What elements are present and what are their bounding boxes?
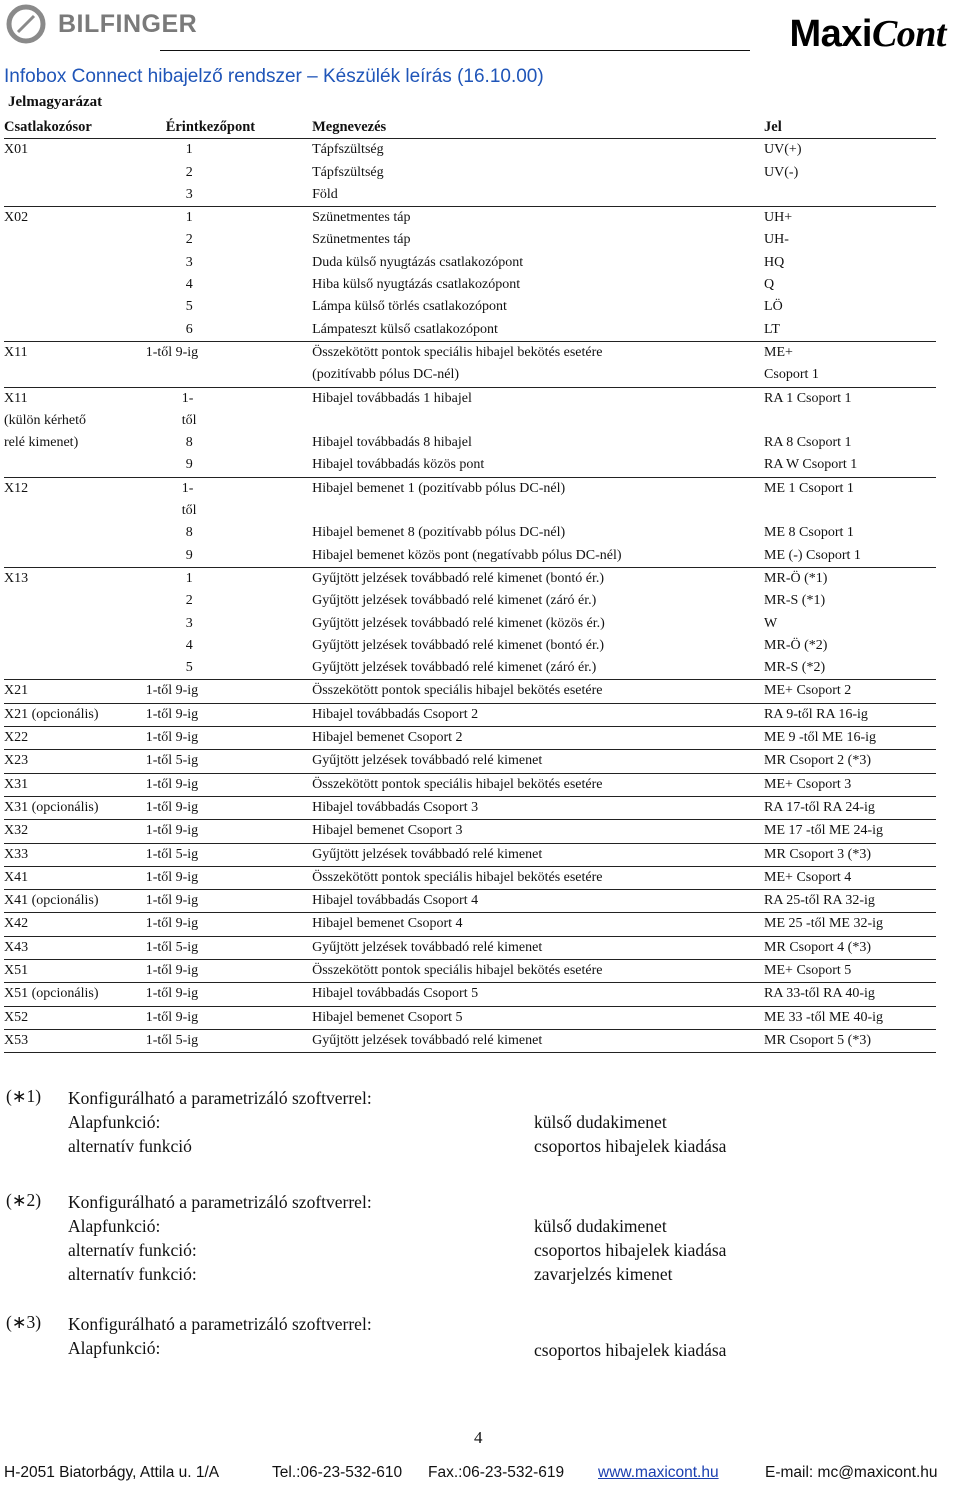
cell-connector xyxy=(4,162,146,184)
cell-description: Hibajel bemenet Csoport 3 xyxy=(312,820,764,843)
cell-description: Tápfszültség xyxy=(312,142,384,158)
cell-signal: MR Csoport 5 (*3) xyxy=(764,1029,936,1052)
cell-description: Gyűjtött jelzések továbbadó relé kimenet xyxy=(312,750,764,773)
cell-contact xyxy=(146,364,312,387)
cell-description: Hibajel továbbadás Csoport 2 xyxy=(312,703,764,726)
cell-connector xyxy=(4,252,146,274)
footer-phone: Tel.:06-23-532-610 xyxy=(272,1464,403,1481)
table-row xyxy=(4,229,936,251)
cell-connector: X31 (opcionális) xyxy=(4,796,146,819)
cell-signal xyxy=(764,410,936,432)
footer-fax: Fax.:06-23-532-619 xyxy=(428,1464,565,1481)
table-row xyxy=(4,162,936,184)
cell-connector xyxy=(4,454,146,477)
cell-contact: 3 xyxy=(185,615,193,631)
cell-description: Összekötött pontok speciális hibajel bekötés esetére xyxy=(312,773,764,796)
cell-contact: 1- xyxy=(181,480,194,496)
table-header-row xyxy=(4,116,936,139)
cell-signal: ME+ xyxy=(764,344,793,360)
cell-contact: 1-től 5-ig xyxy=(146,936,312,959)
cell-connector: X51 xyxy=(4,959,146,982)
table-row xyxy=(4,936,936,959)
cell-signal: Q xyxy=(764,277,775,293)
cell-connector xyxy=(4,635,146,657)
cell-connector: X41 xyxy=(4,866,146,889)
cell-description: Hibajel továbbadás Csoport 5 xyxy=(312,983,764,1006)
table-row xyxy=(4,477,936,500)
footnote-label: Konfigurálható a parametrizáló szoftverrel: xyxy=(68,1314,372,1334)
cell-description: Összekötött pontok speciális hibajel bekötés esetére xyxy=(312,959,764,982)
table-row xyxy=(4,890,936,913)
table-row xyxy=(4,657,936,680)
table-row xyxy=(4,680,936,703)
table-row xyxy=(4,773,936,796)
footnote-label: alternatív funkció: xyxy=(68,1264,197,1284)
cell-connector: X23 xyxy=(4,750,146,773)
cell-connector xyxy=(4,274,146,296)
cell-connector: X41 (opcionális) xyxy=(4,890,146,913)
cell-connector: X51 (opcionális) xyxy=(4,983,146,1006)
cell-contact: 1-től 9-ig xyxy=(146,680,312,703)
table-row xyxy=(4,432,936,454)
cell-description: Gyűjtött jelzések továbbadó relé kimenet (közös ér.) xyxy=(312,615,605,631)
cell-contact: 1 xyxy=(185,142,193,158)
cell-connector: X13 xyxy=(4,570,29,586)
table-row xyxy=(4,522,936,544)
cell-signal: ME+ Csoport 5 xyxy=(764,959,936,982)
cell-contact: 1-től 9-ig xyxy=(146,820,312,843)
table-row xyxy=(4,635,936,657)
cell-connector: X32 xyxy=(4,820,146,843)
cell-description: Lámpateszt külső csatlakozópont xyxy=(312,319,764,342)
cell-description: Gyűjtött jelzések továbbadó relé kimenet xyxy=(312,936,764,959)
header-connector: Csatlakozósor xyxy=(4,116,146,139)
footer-address: H-2051 Biatorbágy, Attila u. 1/A xyxy=(4,1464,220,1481)
table-row xyxy=(4,843,936,866)
cell-signal: ME+ Csoport 2 xyxy=(764,680,936,703)
cell-connector: X11 xyxy=(4,390,28,406)
cell-signal: MR Csoport 4 (*3) xyxy=(764,936,936,959)
cell-description: Hibajel bemenet 8 (pozitívabb pólus DC-nél) xyxy=(312,525,566,541)
table-row xyxy=(4,184,936,207)
footnote-mark: (∗1) xyxy=(6,1086,42,1106)
cell-description: Összekötött pontok speciális hibajel bekötés esetére xyxy=(312,866,764,889)
table-row xyxy=(4,252,936,274)
cell-connector: X21 xyxy=(4,680,146,703)
cell-description: Tápfszültség xyxy=(312,164,384,180)
cell-connector xyxy=(4,500,146,522)
cell-contact: 1- xyxy=(181,390,194,406)
cell-connector: X12 xyxy=(4,480,29,496)
footnote-label: Alapfunkció: xyxy=(68,1112,161,1132)
cell-description: Hibajel továbbadás Csoport 3 xyxy=(312,796,764,819)
cell-description: Összekötött pontok speciális hibajel bekötés esetére xyxy=(312,680,764,703)
cell-description: Hibajel bemenet közös pont (negatívabb pólus DC-nél) xyxy=(312,545,764,568)
cell-connector xyxy=(4,590,146,612)
table-row xyxy=(4,913,936,936)
cell-description: Hibajel továbbadás 1 hibajel xyxy=(312,390,472,406)
cell-contact: 8 xyxy=(185,435,193,451)
table-row xyxy=(4,545,936,568)
cell-contact: 1-től 9-ig xyxy=(145,344,199,360)
cell-signal: MR-Ö (*1) xyxy=(764,570,828,586)
cell-connector xyxy=(4,522,146,544)
legend-title: Jelmagyarázat xyxy=(8,94,103,110)
cell-contact: 1-től 9-ig xyxy=(146,983,312,1006)
cell-signal: RA 1 Csoport 1 xyxy=(764,390,852,406)
cell-contact: 5 xyxy=(146,657,312,680)
cell-description xyxy=(312,410,764,432)
footnote-label: Alapfunkció: xyxy=(68,1338,161,1358)
cell-signal: MR Csoport 2 (*3) xyxy=(764,750,936,773)
cell-connector: X42 xyxy=(4,913,146,936)
cell-connector: X22 xyxy=(4,727,146,750)
footnote-label: Alapfunkció: xyxy=(68,1216,161,1236)
header-signal: Jel xyxy=(764,116,936,139)
table-row xyxy=(4,364,936,387)
table-row xyxy=(4,500,936,522)
cell-description: Szünetmentes táp xyxy=(312,232,411,248)
cell-signal xyxy=(764,500,936,522)
cell-signal: UH- xyxy=(764,232,789,248)
cell-connector: X01 xyxy=(4,142,29,158)
cell-contact: 1-től 9-ig xyxy=(146,913,312,936)
cell-description: Hibajel továbbadás közös pont xyxy=(312,454,764,477)
footnote-value: külső dudakimenet xyxy=(534,1112,667,1132)
cell-signal: UV(-) xyxy=(764,164,799,180)
cell-connector: (külön kérhető xyxy=(4,412,87,428)
cell-signal: MR Csoport 3 (*3) xyxy=(764,843,936,866)
table-row xyxy=(4,341,936,364)
cell-description: (pozitívabb pólus DC-nél) xyxy=(312,364,764,387)
cell-description: Lámpa külső törlés csatlakozópont xyxy=(312,299,507,315)
table-row xyxy=(4,567,936,590)
table-row xyxy=(4,750,936,773)
table-row xyxy=(4,796,936,819)
cell-contact: 3 xyxy=(146,184,312,207)
cell-connector: X33 xyxy=(4,843,146,866)
cell-signal: RA W Csoport 1 xyxy=(764,454,936,477)
cell-signal: ME 25 -től ME 32-ig xyxy=(764,913,936,936)
page-number: 4 xyxy=(474,1428,483,1447)
cell-description: Hibajel továbbadás 8 hibajel xyxy=(312,435,472,451)
cell-signal: ME 33 -től ME 40-ig xyxy=(764,1006,936,1029)
table-row xyxy=(4,1006,936,1029)
cell-signal: ME 1 Csoport 1 xyxy=(764,480,854,496)
cell-signal: UH+ xyxy=(764,210,793,226)
table-row xyxy=(4,820,936,843)
header-contact: Érintkezőpont xyxy=(146,116,312,139)
cell-contact: 1-től 9-ig xyxy=(146,866,312,889)
cell-contact: 1-től 9-ig xyxy=(146,796,312,819)
table-row xyxy=(4,866,936,889)
cell-signal: ME 17 -től ME 24-ig xyxy=(764,820,936,843)
cell-description: Szünetmentes táp xyxy=(312,210,411,226)
cell-signal: RA 17-től RA 24-ig xyxy=(764,796,936,819)
cell-contact: 1 xyxy=(185,570,193,586)
cell-description: Hibajel bemenet Csoport 5 xyxy=(312,1006,764,1029)
cell-signal xyxy=(764,184,936,207)
footnote-label: alternatív funkció xyxy=(68,1136,192,1156)
page-header xyxy=(0,0,960,60)
footnote-value: zavarjelzés kimenet xyxy=(534,1264,673,1284)
cell-description: Hibajel továbbadás Csoport 4 xyxy=(312,890,764,913)
cell-contact: 5 xyxy=(185,299,193,315)
cell-description: Duda külső nyugtázás csatlakozópont xyxy=(312,254,524,270)
footnote-label: alternatív funkció: xyxy=(68,1240,197,1260)
footnote-mark: (∗3) xyxy=(6,1312,42,1332)
cell-connector: X31 xyxy=(4,773,146,796)
document-title: Infobox Connect hibajelző rendszer – Készülék leírás (16.10.00) xyxy=(4,66,544,87)
cell-contact: 4 xyxy=(185,637,193,653)
footer-website-link[interactable]: www.maxicont.hu xyxy=(598,1464,719,1481)
cell-connector: X11 xyxy=(4,344,28,360)
cell-signal: MR-Ö (*2) xyxy=(764,637,828,653)
maxicont-brand: MaxiCont xyxy=(789,13,946,55)
cell-description: Hiba külső nyugtázás csatlakozópont xyxy=(312,277,521,293)
cell-signal: ME 9 -től ME 16-ig xyxy=(764,727,936,750)
cell-connector: X52 xyxy=(4,1006,146,1029)
footnote-value: csoportos hibajelek kiadása xyxy=(534,1240,727,1260)
cell-contact: től xyxy=(181,412,197,428)
cell-signal: RA 9-től RA 16-ig xyxy=(764,703,936,726)
table-row xyxy=(4,387,936,410)
table-row xyxy=(4,139,936,162)
bilfinger-logo-icon xyxy=(6,4,46,44)
cell-connector xyxy=(4,184,146,207)
cell-contact: 2 xyxy=(185,593,193,609)
table-row xyxy=(4,207,936,230)
table-row xyxy=(4,410,936,432)
cell-contact: 1-től 5-ig xyxy=(146,1029,312,1052)
cell-signal: UV(+) xyxy=(764,142,802,158)
table-row xyxy=(4,454,936,477)
cell-description: Gyűjtött jelzések továbbadó relé kimenet xyxy=(312,843,764,866)
cell-contact: 1-től 9-ig xyxy=(146,703,312,726)
cell-signal: W xyxy=(764,615,778,631)
cell-signal: ME+ Csoport 4 xyxy=(764,866,936,889)
cell-contact: 1-től 9-ig xyxy=(146,727,312,750)
cell-contact: 1-től 5-ig xyxy=(146,843,312,866)
header-description: Megnevezés xyxy=(312,116,764,139)
footnote-value: csoportos hibajelek kiadása xyxy=(534,1340,727,1360)
connector-table xyxy=(4,116,936,1053)
cell-signal: ME+ Csoport 3 xyxy=(764,773,936,796)
cell-contact: 1 xyxy=(185,210,193,226)
table-row xyxy=(4,274,936,296)
cell-contact: 1-től 5-ig xyxy=(146,750,312,773)
cell-description: Hibajel bemenet 1 (pozitívabb pólus DC-nél) xyxy=(312,480,566,496)
cell-signal: MR-S (*2) xyxy=(764,657,936,680)
cell-connector xyxy=(4,657,146,680)
table-row xyxy=(4,703,936,726)
cell-contact: 2 xyxy=(185,164,193,180)
cell-description: Gyűjtött jelzések továbbadó relé kimenet (záró ér.) xyxy=(312,657,764,680)
table-row xyxy=(4,983,936,1006)
cell-connector: X43 xyxy=(4,936,146,959)
cell-signal: HQ xyxy=(764,254,785,270)
cell-connector xyxy=(4,364,146,387)
cell-signal: LÖ xyxy=(764,299,783,315)
cell-signal: LT xyxy=(764,319,936,342)
cell-signal: ME 8 Csoport 1 xyxy=(764,525,854,541)
cell-signal: RA 33-től RA 40-ig xyxy=(764,983,936,1006)
footnote-label: Konfigurálható a parametrizáló szoftverrel: xyxy=(68,1088,372,1108)
footnote-value: csoportos hibajelek kiadása xyxy=(534,1136,727,1156)
cell-description xyxy=(312,500,764,522)
table-row xyxy=(4,727,936,750)
cell-contact: 1-től 9-ig xyxy=(146,773,312,796)
cell-connector: X53 xyxy=(4,1029,146,1052)
cell-description: Föld xyxy=(312,184,764,207)
page-footer xyxy=(0,1464,960,1488)
header-rule xyxy=(160,50,750,51)
cell-signal: Csoport 1 xyxy=(764,364,936,387)
cell-contact: 9 xyxy=(146,454,312,477)
cell-contact: 1-től 9-ig xyxy=(146,959,312,982)
cell-contact: 4 xyxy=(185,277,193,293)
cell-description: Hibajel bemenet Csoport 2 xyxy=(312,727,764,750)
cell-description: Hibajel bemenet Csoport 4 xyxy=(312,913,764,936)
footnote-label: Konfigurálható a parametrizáló szoftverrel: xyxy=(68,1192,372,1212)
cell-connector xyxy=(4,545,146,568)
cell-signal: ME (-) Csoport 1 xyxy=(764,545,936,568)
cell-description: Gyűjtött jelzések továbbadó relé kimenet (záró ér.) xyxy=(312,593,597,609)
cell-contact: től xyxy=(181,503,197,519)
cell-connector: X02 xyxy=(4,210,29,226)
cell-connector xyxy=(4,296,146,318)
cell-contact: 6 xyxy=(146,319,312,342)
cell-connector: relé kimenet) xyxy=(4,435,79,451)
cell-connector: X21 (opcionális) xyxy=(4,703,146,726)
footnote-value: külső dudakimenet xyxy=(534,1216,667,1236)
cell-connector xyxy=(4,319,146,342)
cell-connector xyxy=(4,613,146,635)
cell-signal: RA 25-től RA 32-ig xyxy=(764,890,936,913)
table-row xyxy=(4,296,936,318)
cell-description: Gyűjtött jelzések továbbadó relé kimenet (bontó ér.) xyxy=(312,637,605,653)
table-row xyxy=(4,590,936,612)
cell-contact: 1-től 9-ig xyxy=(146,890,312,913)
cell-contact: 9 xyxy=(146,545,312,568)
footer-email: E-mail: mc@maxicont.hu xyxy=(765,1464,938,1481)
cell-description: Gyűjtött jelzések továbbadó relé kimenet (bontó ér.) xyxy=(312,570,605,586)
cell-description: Összekötött pontok speciális hibajel bekötés esetére xyxy=(312,344,603,360)
cell-contact: 2 xyxy=(185,232,193,248)
cell-connector xyxy=(4,229,146,251)
bilfinger-logo-text: BILFINGER xyxy=(58,10,198,38)
cell-description: Gyűjtött jelzések továbbadó relé kimenet xyxy=(312,1029,764,1052)
cell-signal: MR-S (*1) xyxy=(764,593,826,609)
table-row xyxy=(4,613,936,635)
cell-contact: 3 xyxy=(185,254,193,270)
table-row xyxy=(4,319,936,342)
table-row xyxy=(4,1029,936,1052)
cell-contact: 8 xyxy=(185,525,193,541)
footnote-mark: (∗2) xyxy=(6,1190,42,1210)
cell-contact: 1-től 9-ig xyxy=(146,1006,312,1029)
cell-signal: RA 8 Csoport 1 xyxy=(764,435,852,451)
table-row xyxy=(4,959,936,982)
